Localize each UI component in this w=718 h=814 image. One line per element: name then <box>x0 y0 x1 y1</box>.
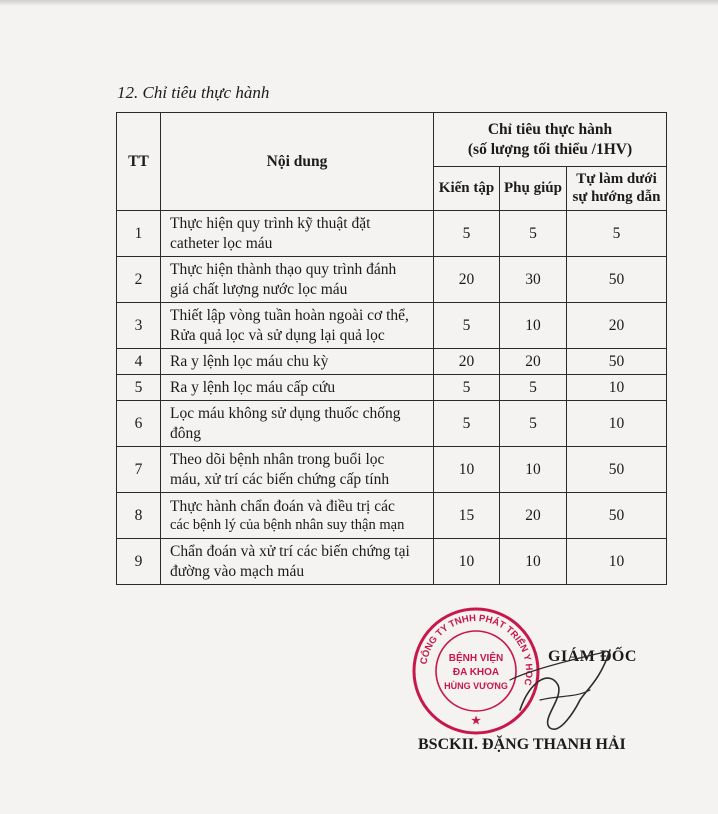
table-row <box>117 375 667 401</box>
row-content <box>161 401 434 447</box>
practice-targets-table <box>116 112 667 585</box>
signer-name: BSCKII. ĐẶNG THANH HẢI <box>418 736 626 753</box>
row-assist: 30 <box>500 257 567 303</box>
table-row <box>117 401 667 447</box>
stamp-star-icon: ★ <box>471 715 481 727</box>
row-content <box>161 447 434 493</box>
row-content <box>161 349 434 375</box>
stamp-outer-text: CÔNG TY TNHH PHÁT TRIỂN Y HỌC <box>418 612 535 687</box>
row-content-line2: catheter lọc máu <box>170 234 273 252</box>
row-assist: 10 <box>500 447 567 493</box>
row-content-line1: Lọc máu không sử dụng thuốc chống <box>170 405 401 423</box>
table-row <box>117 303 667 349</box>
row-observe: 5 <box>434 375 500 401</box>
row-self: 50 <box>567 257 667 303</box>
row-observe: 10 <box>434 539 500 585</box>
row-observe: 5 <box>434 401 500 447</box>
row-content-line2: Rửa quả lọc và sử dụng lại quả lọc <box>170 326 385 344</box>
stamp-line1: BỆNH VIỆN <box>448 653 504 664</box>
row-assist: 20 <box>500 349 567 375</box>
section-title: 12. Chỉ tiêu thực hành <box>117 83 270 102</box>
row-assist: 10 <box>500 303 567 349</box>
row-tt: 7 <box>117 447 161 493</box>
header-assist: Phụ giúp <box>500 167 567 211</box>
row-observe: 20 <box>434 257 500 303</box>
row-tt: 3 <box>117 303 161 349</box>
row-observe: 15 <box>434 493 500 539</box>
row-content-line2: đông <box>170 424 201 442</box>
stamp-line2: ĐA KHOA <box>452 667 500 678</box>
stamp-line3: HÙNG VƯƠNG <box>444 681 508 691</box>
header-group <box>434 113 667 167</box>
row-assist: 5 <box>500 401 567 447</box>
header-observe: Kiến tập <box>434 167 500 211</box>
row-observe: 10 <box>434 447 500 493</box>
table-row <box>117 493 667 539</box>
row-self: 10 <box>567 401 667 447</box>
row-self: 10 <box>567 539 667 585</box>
row-content-line1: Ra y lệnh lọc máu cấp cứu <box>170 378 336 396</box>
row-tt: 5 <box>117 375 161 401</box>
table-row <box>117 257 667 303</box>
row-content <box>161 375 434 401</box>
row-assist: 5 <box>500 375 567 401</box>
row-assist: 10 <box>500 539 567 585</box>
row-content-line1: Theo dõi bệnh nhân trong buổi lọc <box>170 451 385 469</box>
row-content-line1: Thực hiện thành thạo quy trình đánh <box>170 261 397 279</box>
header-group-line1: Chỉ tiêu thực hành <box>487 121 613 139</box>
row-content-line1: Thực hiện quy trình kỹ thuật đặt <box>170 215 371 233</box>
header-tt: TT <box>117 113 161 211</box>
row-observe: 5 <box>434 303 500 349</box>
row-content-line1: Ra y lệnh lọc máu chu kỳ <box>170 352 329 370</box>
row-tt: 8 <box>117 493 161 539</box>
row-content <box>161 211 434 257</box>
table-row <box>117 349 667 375</box>
row-self: 50 <box>567 493 667 539</box>
header-self-line2: sự hướng dẫn <box>572 188 661 205</box>
row-content <box>161 539 434 585</box>
table-row <box>117 211 667 257</box>
row-tt: 9 <box>117 539 161 585</box>
row-self: 50 <box>567 349 667 375</box>
table-row <box>117 539 667 585</box>
row-content-line1: Chẩn đoán và xử trí các biến chứng tại <box>170 543 410 561</box>
row-observe: 20 <box>434 349 500 375</box>
header-content-label: Nội dung <box>266 152 328 170</box>
row-observe: 5 <box>434 211 500 257</box>
table-row <box>117 447 667 493</box>
row-assist: 5 <box>500 211 567 257</box>
row-content <box>161 257 434 303</box>
header-self-line1: Tự làm dưới <box>576 171 657 188</box>
row-content-line1: Thực hành chẩn đoán và điều trị các <box>170 497 395 515</box>
row-content-line1: Thiết lập vòng tuần hoàn ngoài cơ thể, <box>170 307 409 325</box>
row-self: 20 <box>567 303 667 349</box>
row-assist: 20 <box>500 493 567 539</box>
row-content <box>161 493 434 539</box>
row-content-line2: giá chất lượng nước lọc máu <box>170 280 348 298</box>
director-title: GIÁM ĐỐC <box>548 648 637 665</box>
handwritten-signature <box>480 640 620 740</box>
header-self <box>567 167 667 211</box>
row-content-line2: máu, xử trí các biến chứng cấp tính <box>170 470 390 488</box>
row-self: 50 <box>567 447 667 493</box>
row-content-line2: các bệnh lý của bệnh nhân suy thận mạn <box>170 517 405 534</box>
row-tt: 2 <box>117 257 161 303</box>
row-content <box>161 303 434 349</box>
page-top-edge <box>0 0 718 6</box>
row-self: 5 <box>567 211 667 257</box>
header-group-line2: (số lượng tối thiểu /1HV) <box>467 140 633 158</box>
row-tt: 6 <box>117 401 161 447</box>
row-tt: 4 <box>117 349 161 375</box>
row-content-line2: đường vào mạch máu <box>170 562 305 580</box>
row-self: 10 <box>567 375 667 401</box>
header-content <box>161 113 434 211</box>
row-tt: 1 <box>117 211 161 257</box>
